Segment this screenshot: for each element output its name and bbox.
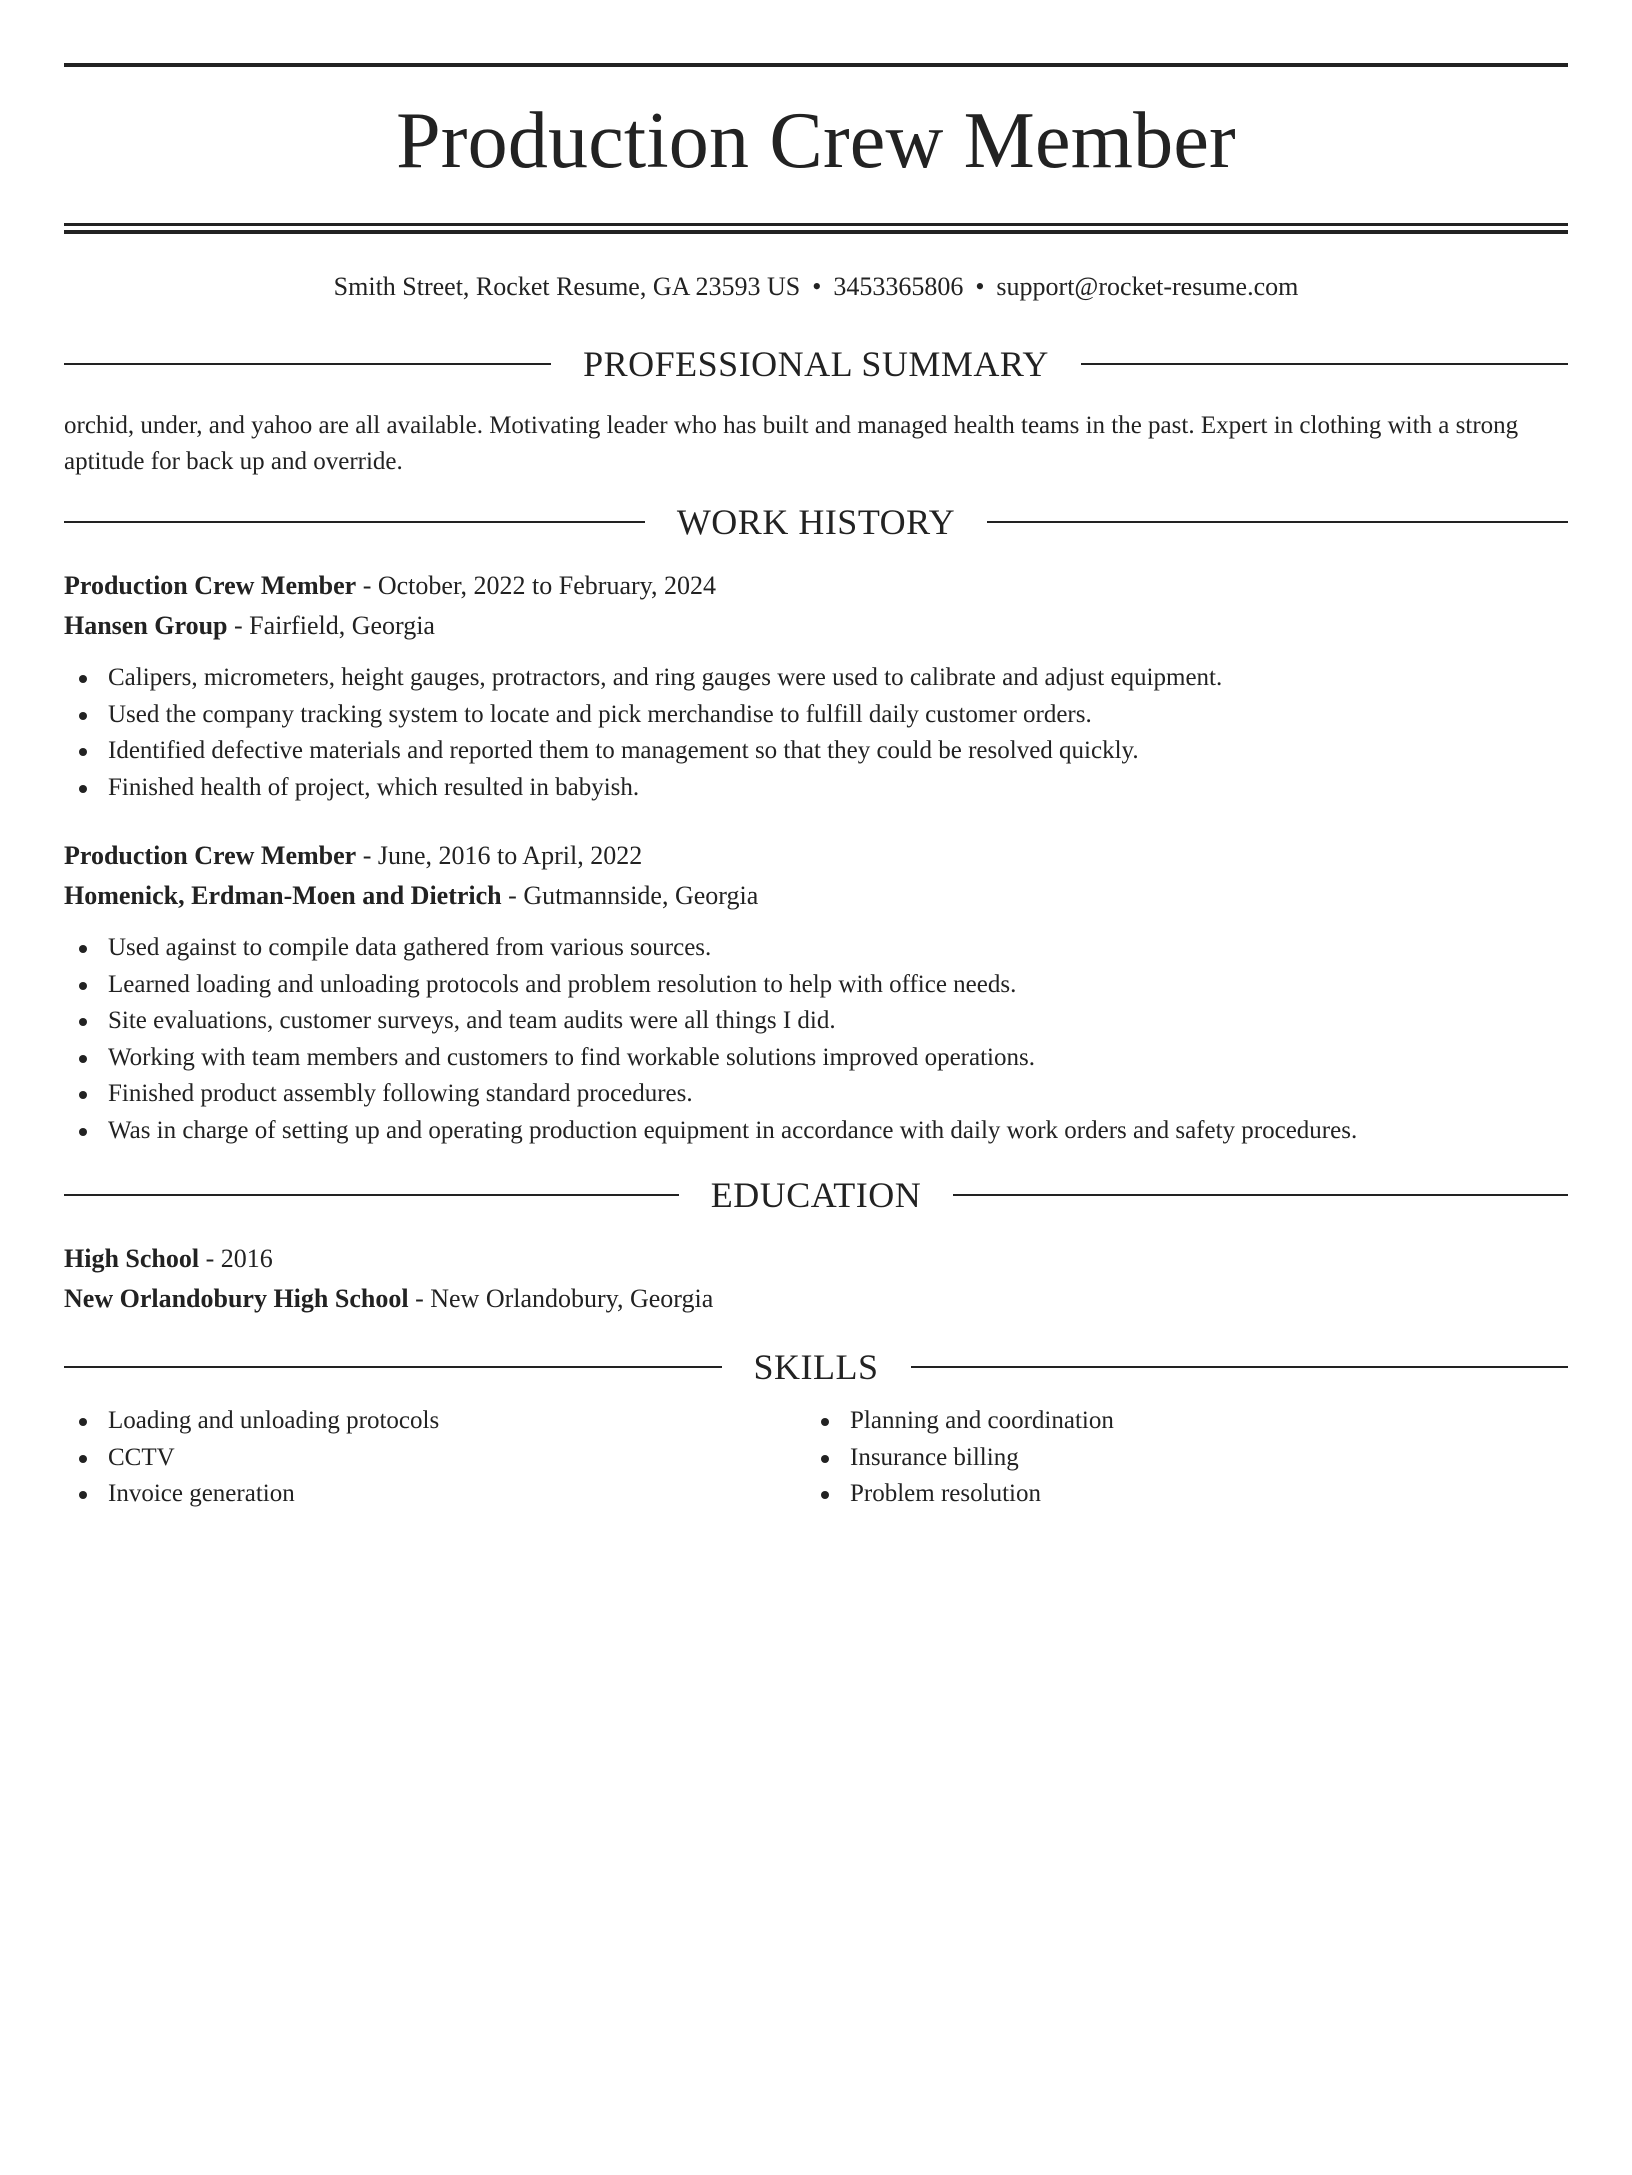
skills-column-left [64,1403,806,1513]
job-bullets [64,930,1568,1149]
education-entry [64,1239,1568,1319]
contact-email: support@rocket-resume.com [996,272,1299,301]
summary-heading: PROFESSIONAL SUMMARY [583,344,1049,384]
job-company-line [64,876,1568,916]
job-bullet: Learned loading and unloading protocols and problem resolution to help with office needs. [64,967,1568,1004]
summary-text: orchid, under, and yahoo are all available. Motivating leader who has built and managed health teams in the past. Expert in clothing with a strong aptitude for back up and override. [64,412,1519,475]
contact-phone: 3453365806 [833,272,964,301]
job-bullet: Was in charge of setting up and operating production equipment in accordance with daily work orders and safety procedures. [64,1113,1568,1150]
job-location: - Gutmannside, Georgia [501,881,759,910]
job-dates: - October, 2022 to February, 2024 [356,571,716,600]
heading-rule-right [987,521,1568,523]
header-double-rule [64,223,1568,234]
work-section-heading [64,500,1568,544]
education-heading: EDUCATION [710,1175,922,1215]
job-company: Hansen Group [64,611,228,640]
job-bullets [64,660,1568,806]
contact-address: Smith Street, Rocket Resume, GA 23593 US [333,272,801,301]
job-title: Production Crew Member [64,841,357,870]
heading-rule-right [953,1194,1568,1196]
education-section-heading [64,1173,1568,1217]
job-bullet: Calipers, micrometers, height gauges, protractors, and ring gauges were used to calibrate and adjust equipment. [64,660,1568,697]
heading-rule-right [1081,363,1568,365]
skills-column-right [806,1403,1548,1513]
job-title: Production Crew Member [64,571,357,600]
contact-separator: • [975,272,985,301]
education-school-line [64,1279,1568,1319]
education-degree-line [64,1239,1568,1279]
heading-rule-left [64,521,645,523]
job-bullet: Finished health of project, which resulted in babyish. [64,770,1568,807]
skill-item: Loading and unloading protocols [64,1403,806,1440]
skills-section-heading [64,1345,1568,1389]
resume-page [0,63,1632,2175]
job-bullet: Identified defective materials and reported them to management so that they could be resolved quickly. [64,733,1568,770]
header-top-rule [64,63,1568,67]
skill-item: CCTV [64,1440,806,1477]
skills-grid [64,1403,1568,1513]
job-bullet: Site evaluations, customer surveys, and team audits were all things I did. [64,1003,1568,1040]
job-bullet: Finished product assembly following standard procedures. [64,1076,1568,1113]
heading-rule-right [911,1366,1569,1368]
education-school: New Orlandobury High School [64,1284,409,1313]
heading-rule-left [64,1366,722,1368]
job-location: - Fairfield, Georgia [227,611,435,640]
job-entry [64,836,1568,1149]
job-bullet: Working with team members and customers to find workable solutions improved operations. [64,1040,1568,1077]
education-location: - New Orlandobury, Georgia [408,1284,714,1313]
education-degree: High School [64,1244,200,1273]
job-bullet: Used the company tracking system to locate and pick merchandise to fulfill daily customer orders. [64,697,1568,734]
job-company: Homenick, Erdman-Moen and Dietrich [64,881,502,910]
job-company-line [64,606,1568,646]
heading-rule-left [64,363,551,365]
education-year: - 2016 [199,1244,273,1273]
job-bullet: Used against to compile data gathered from various sources. [64,930,1568,967]
job-title-line [64,566,1568,606]
resume-title: Production Crew Member [396,97,1236,185]
heading-rule-left [64,1194,679,1196]
work-heading: WORK HISTORY [676,502,956,542]
job-entry [64,566,1568,806]
job-title-line [64,836,1568,876]
skill-item: Insurance billing [806,1440,1548,1477]
job-dates: - June, 2016 to April, 2022 [356,841,643,870]
skill-item: Planning and coordination [806,1403,1548,1440]
skill-item: Invoice generation [64,1476,806,1513]
contact-line [64,269,1568,305]
skills-heading: SKILLS [753,1347,879,1387]
summary-section-heading [64,342,1568,386]
contact-separator: • [812,272,822,301]
skill-item: Problem resolution [806,1476,1548,1513]
